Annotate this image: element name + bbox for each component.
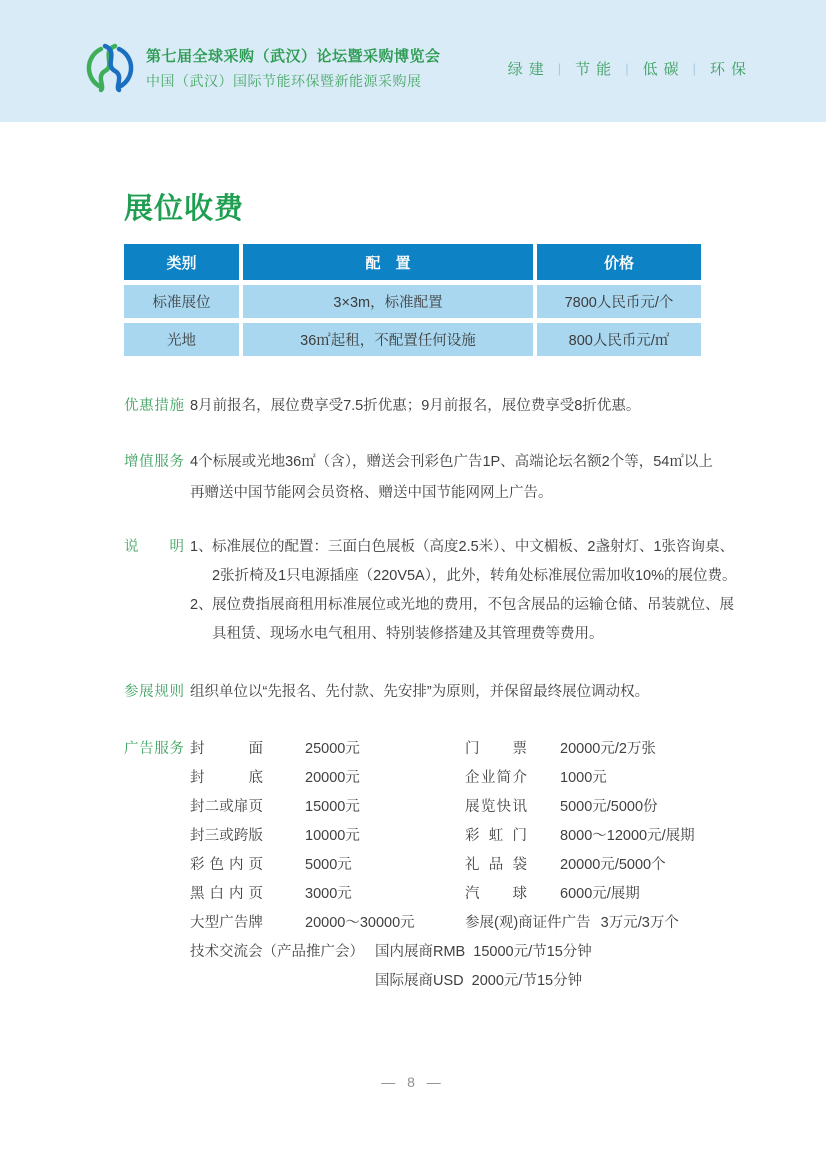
- cell-config: 3×3m，标准配置: [243, 285, 533, 318]
- tag-green-building: 绿建: [507, 61, 550, 78]
- ad-item-price: 1000元: [560, 770, 607, 786]
- cell-config: 36㎡起租，不配置任何设施: [243, 323, 533, 356]
- ad-item-price: 6000元/展期: [560, 886, 640, 902]
- column-header-category: 类别: [124, 244, 239, 280]
- ad-item-price: 5000元: [305, 857, 352, 873]
- ad-row: [190, 909, 695, 938]
- brand-title: 第七届全球采购（武汉）论坛暨采购博览会: [146, 48, 441, 65]
- note-body: [212, 591, 734, 649]
- brand-block: [86, 42, 441, 94]
- header-tags: [507, 58, 752, 79]
- tag-separator: |: [625, 61, 629, 76]
- text-line: 8月前报名，展位费享受7.5折优惠；9月前报名，展位费享受8折优惠。: [190, 398, 641, 414]
- header-band: [0, 0, 826, 122]
- ad-row: [190, 967, 695, 996]
- ad-item-price: 国际展商USD 2000元/节15分钟: [375, 973, 583, 989]
- cell-category: 光地: [124, 323, 239, 356]
- text-line: 4个标展或光地36㎡（含），赠送会刊彩色广告1P、高端论坛名额2个等，54㎡以上: [190, 454, 713, 470]
- section-text: [190, 533, 737, 649]
- section-label: 广告服务: [124, 741, 184, 757]
- section-ad-services: [124, 735, 695, 996]
- ad-row: [190, 938, 695, 967]
- ad-item-price: 3万元/3万个: [600, 915, 679, 931]
- ad-item-price: 25000元: [305, 741, 360, 757]
- ad-item-name: 封底: [190, 770, 263, 786]
- text-line: 标准展位的配置：三面白色展板（高度2.5米）、中文楣板、2盏射灯、1张咨询桌、: [212, 539, 735, 555]
- text-line: 展位费指展商租用标准展位或光地的费用，不包含展品的运输仓储、吊装就位、展: [212, 597, 734, 613]
- ad-item-price: 国内展商RMB 15000元/节15分钟: [375, 944, 592, 960]
- cell-price: 800人民币元/㎡: [537, 323, 701, 356]
- section-label: 优惠措施: [124, 398, 184, 414]
- ad-row: [190, 851, 695, 880]
- ad-item-price: 20000元/5000个: [560, 857, 666, 873]
- note-item: [190, 533, 737, 591]
- ad-item-name: 技术交流会（产品推广会）: [190, 944, 364, 960]
- tag-separator: |: [692, 61, 696, 76]
- note-item: [190, 591, 737, 649]
- note-number: 2、: [190, 597, 213, 613]
- tag-energy-saving: 节能: [575, 61, 618, 78]
- ad-item-price: 10000元: [305, 828, 360, 844]
- ad-item-price: 5000元/5000份: [560, 799, 658, 815]
- ad-item-price: 20000元: [305, 770, 360, 786]
- section-discount: [124, 391, 640, 421]
- section-label: 增值服务: [124, 454, 184, 470]
- ad-item-name: 封三或跨版: [190, 828, 263, 844]
- section-value-added: [124, 447, 713, 509]
- ad-item-name: 汽球: [465, 886, 527, 902]
- section-text: [190, 447, 713, 509]
- ad-item-name: 黑白内页: [190, 886, 263, 902]
- cell-category: 标准展位: [124, 285, 239, 318]
- ad-price-list: [190, 735, 695, 996]
- ad-item-name: 展览快讯: [465, 799, 527, 815]
- ad-row: [190, 880, 695, 909]
- expo-logo-icon: [86, 42, 134, 94]
- note-body: [212, 533, 737, 591]
- ad-row: [190, 735, 695, 764]
- brand-subtitle: 中国（武汉）国际节能环保暨新能源采购展: [146, 73, 422, 89]
- section-rules: [124, 677, 649, 707]
- page-number: — 8 —: [381, 1074, 445, 1090]
- ad-item-name: 封二或扉页: [190, 799, 263, 815]
- section-text: [190, 677, 649, 707]
- ad-item-price: 20000～30000元: [305, 915, 415, 931]
- text-line: 组织单位以“先报名、先付款、先安排”为原则，并保留最终展位调动权。: [190, 684, 650, 700]
- ad-row: [190, 793, 695, 822]
- booth-fee-table: [124, 244, 702, 361]
- ad-item-name: 彩虹门: [465, 828, 527, 844]
- ad-row: [190, 822, 695, 851]
- ad-item-price: 3000元: [305, 886, 352, 902]
- ad-item-name: 参展(观)商证件广告: [465, 915, 591, 931]
- ad-row: [190, 764, 695, 793]
- section-text: [190, 391, 640, 421]
- text-line: 2张折椅及1只电源插座（220V5A），此外，转角处标准展位需加收10%的展位费。: [212, 568, 737, 584]
- section-notes: [124, 533, 737, 649]
- note-number: 1、: [190, 539, 213, 555]
- brand-text: [146, 45, 441, 91]
- section-label: 说明: [124, 539, 184, 555]
- column-header-config: 配 置: [243, 244, 533, 280]
- table-header-row: [124, 244, 702, 280]
- tag-environmental: 环保: [709, 61, 752, 78]
- cell-price: 7800人民币元/个: [537, 285, 701, 318]
- ad-item-name: [190, 967, 375, 996]
- section-label: 参展规则: [124, 684, 184, 700]
- table-row: [124, 285, 702, 318]
- tag-low-carbon: 低碳: [642, 61, 685, 78]
- tag-separator: |: [557, 61, 562, 76]
- ad-item-name: 礼品袋: [465, 857, 527, 873]
- ad-item-name: 封面: [190, 741, 263, 757]
- table-row: [124, 323, 702, 356]
- ad-item-name: 门票: [465, 741, 527, 757]
- page-title: 展位收费: [124, 193, 245, 225]
- text-line: 再赠送中国节能网会员资格、赠送中国节能网网上广告。: [190, 485, 553, 501]
- ad-item-name: 企业简介: [465, 770, 527, 786]
- text-line: 具租赁、现场水电气租用、特别装修搭建及其管理费等费用。: [212, 626, 604, 642]
- column-header-price: 价格: [537, 244, 701, 280]
- ad-item-name: 彩色内页: [190, 857, 263, 873]
- ad-item-price: 15000元: [305, 799, 360, 815]
- ad-item-price: 8000～12000元/展期: [560, 828, 695, 844]
- ad-item-name: 大型广告牌: [190, 915, 263, 931]
- ad-item-price: 20000元/2万张: [560, 741, 656, 757]
